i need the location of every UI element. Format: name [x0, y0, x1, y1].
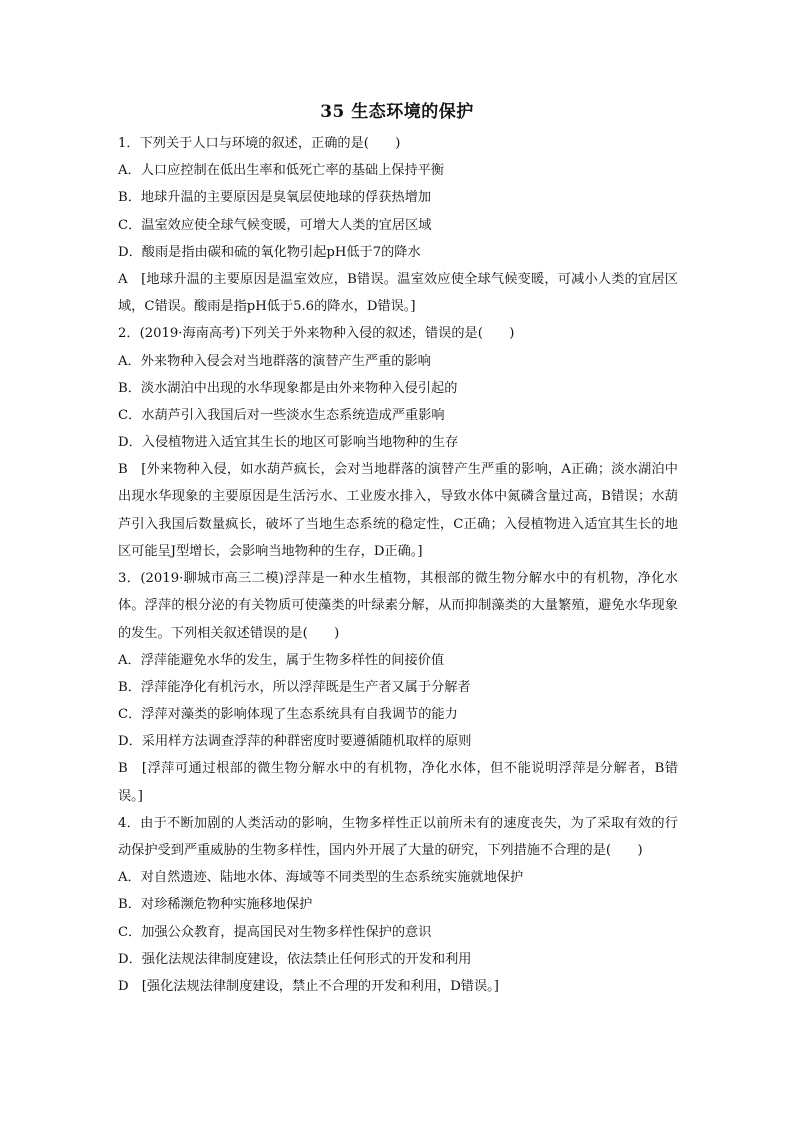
question-1-option-b: B．地球升温的主要原因是臭氧层使地球的俘获热增加 — [118, 190, 432, 206]
question-3-answer: B [浮萍可通过根部的微生物分解水中的有机物，净化水体，但不能说明浮萍是分解者，B错误。] — [118, 761, 678, 804]
question-4-option-d: D．强化法规法律制度建设，依法禁止任何形式的开发和利用 — [118, 951, 472, 967]
question-2-option-d: D．入侵植物进入适宜其生长的地区可影响当地物种的生存 — [118, 435, 459, 451]
question-1-stem: 1．下列关于人口与环境的叙述，正确的是( ) — [118, 136, 401, 151]
question-2-stem: 2．(2019·海南高考)下列关于外来物种入侵的叙述，错误的是( ) — [118, 326, 515, 342]
question-1-answer: A [地球升温的主要原因是温室效应，B错误。温室效应使全球气候变暖，可减小人类的宜居区域，C错误。酸雨是指pH低于5.6的降水，D错误。] — [118, 271, 678, 315]
question-2-option-b: B．淡水湖泊中出现的水华现象都是由外来物种入侵引起的 — [118, 380, 458, 396]
question-4-option-a: A．对自然遗迹、陆地水体、海域等不同类型的生态系统实施就地保护 — [118, 870, 524, 886]
question-1-option-d: D．酸雨是指由碳和硫的氧化物引起pH低于7的降水 — [118, 244, 421, 260]
question-2-answer: B [外来物种入侵，如水葫芦疯长，会对当地群落的演替产生严重的影响，A正确；淡水湖泊中出现水华现象的主要原因是生活污水、工业废水排入，导致水体中氮磷含量过高，B错误；水葫芦引入我国后数量疯长，破坏了当地生态系统的稳定性，C正确；入侵植物进入适宜其生长的地区可能呈J型增长，会影响当地物种的生存，D正确。] — [118, 462, 678, 559]
question-4-stem: 4．由于不断加剧的人类活动的影响，生物多样性正以前所未有的速度丧失，为了采取有效的行动保护受到严重威胁的生物多样性，国内外开展了大量的研究，下列措施不合理的是( ) — [118, 815, 678, 859]
question-1-option-c: C．温室效应使全球气候变暖，可增大人类的宜居区域 — [118, 217, 432, 233]
question-4-option-c: C．加强公众教育，提高国民对生物多样性保护的意识 — [118, 924, 432, 940]
question-3-stem: 3．(2019·聊城市高三二模)浮萍是一种水生植物，其根部的微生物分解水中的有机物，净化水体。浮萍的根分泌的有关物质可使藻类的叶绿素分解，从而抑制藻类的大量繁殖，避免水华现象的发生。下列相关叙述错误的是( ) — [118, 571, 678, 641]
question-4-answer: D [强化法规法律制度建设，禁止不合理的开发和利用，D错误。] — [118, 979, 499, 995]
page-title: 35 生态环境的保护 — [320, 102, 474, 122]
question-3-option-d: D．采用样方法调查浮萍的种群密度时要遵循随机取样的原则 — [118, 734, 472, 750]
question-4-option-b: B．对珍稀濒危物种实施移地保护 — [118, 897, 313, 913]
question-list — [118, 130, 678, 1000]
question-3-option-c: C．浮萍对藻类的影响体现了生态系统具有自我调节的能力 — [118, 707, 458, 723]
question-2-option-a: A．外来物种入侵会对当地群落的演替产生严重的影响 — [118, 353, 431, 369]
question-2-option-c: C．水葫芦引入我国后对一些淡水生态系统造成严重影响 — [118, 407, 445, 423]
question-1-option-a: A．人口应控制在低出生率和低死亡率的基础上保持平衡 — [118, 163, 445, 179]
question-3-option-a: A．浮萍能避免水华的发生，属于生物多样性的间接价值 — [118, 652, 445, 668]
question-3-option-b: B．浮萍能净化有机污水，所以浮萍既是生产者又属于分解者 — [118, 679, 471, 695]
